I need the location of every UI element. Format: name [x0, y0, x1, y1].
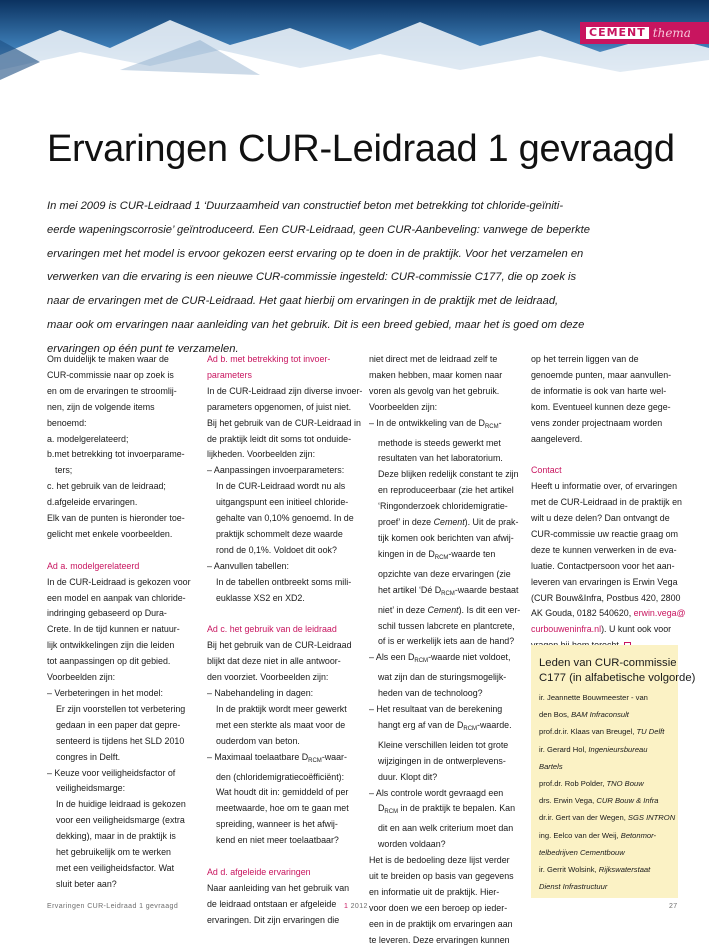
- text-fragment: -: [498, 417, 502, 428]
- member-org: BAM Infraconsult: [571, 710, 629, 720]
- intro-line: naar de ervaringen met de CUR-Leidraad. Het gaat hierbij om ervaringen in de praktijk met de leidraad,: [47, 295, 559, 308]
- subscript: RCM: [441, 590, 455, 597]
- text-fragment: – Maximaal toelaatbare D: [207, 751, 309, 762]
- intro-line: verwerken van die ervaring is een nieuwe CUR-commissie ingesteld: CUR-commissie C177, die op zoek is: [47, 271, 577, 284]
- text-line: te leveren. Deze ervaringen kunnen: [369, 934, 510, 945]
- text-line: congres in Delft.: [56, 751, 121, 762]
- section-label: thema: [652, 26, 691, 40]
- member-org: Bartels: [539, 761, 563, 771]
- text-line: [369, 801, 519, 821]
- text-line: aangeleverd.: [531, 433, 583, 444]
- header-photo: [0, 0, 709, 92]
- text-line: lijk ontwikkelingen zijn die leiden: [47, 640, 175, 651]
- cement-logo: CEMENT: [586, 27, 649, 39]
- committee-members-box: [531, 645, 696, 898]
- text-line: met een sterkte als maat voor de: [216, 719, 346, 730]
- member-line: [539, 775, 671, 792]
- footer-issue: [344, 903, 368, 910]
- text-line: nen, zijn de volgende items: [47, 401, 155, 412]
- member-line: [539, 706, 671, 723]
- text-line: Het is de bedoeling deze lijst verder: [369, 855, 510, 866]
- text-line: Elk van de punten is hieronder toe-: [47, 513, 185, 524]
- text-line: senteerd is tijdens het SLD 2010: [56, 735, 185, 746]
- text-line: CUR-commissie uw reactie graag om: [531, 528, 678, 539]
- footer-article-title: Ervaringen CUR-Leidraad 1 gevraagd: [47, 903, 179, 910]
- text-line: en informatie uit de praktijk. Hier-: [369, 887, 500, 897]
- list-item: [207, 750, 357, 770]
- text-line: een in de praktijk om ervaringen aan: [369, 918, 513, 929]
- text-line: kom. Eventueel kunnen deze gege-: [531, 401, 671, 412]
- text-line: spreiding, wanneer is het afwij-: [216, 819, 338, 830]
- text-line: tot aanpassingen op dit gebied.: [47, 656, 171, 667]
- text-line: meetwaarde, hoe om te gaan met: [216, 803, 349, 814]
- box-title-line: Leden van CUR-commissie: [539, 657, 677, 669]
- text-line: In de CUR-Leidraad zijn diverse invoer-: [207, 385, 363, 396]
- member-line: [539, 723, 671, 740]
- text-line: ouderdom van beton.: [216, 735, 300, 746]
- list-item: [369, 650, 519, 670]
- text-line: met een veiligheidsfactor. Wat: [56, 862, 175, 873]
- member-name: ir. Jeannette Bouwmeester - van: [539, 693, 648, 702]
- text-line: lijkheden. Voorbeelden zijn:: [207, 449, 316, 460]
- text-line: In de huidige leidraad is gekozen: [56, 799, 186, 810]
- list-item: d.afgeleide ervaringen.: [47, 497, 138, 508]
- member-line: [539, 741, 671, 758]
- text-line: veiligheidsmarge:: [56, 783, 126, 794]
- member-name: ir. Gerrit Wolsink,: [539, 865, 599, 875]
- text-line: met de CUR-Leidraad in de praktijk en: [531, 497, 682, 508]
- text-line: indringing gebaseerd op Dura-: [47, 608, 167, 619]
- issue-number: 1: [344, 903, 349, 910]
- member-org: TNO Bouw: [606, 779, 644, 789]
- list-item: – Aanvullen tabellen:: [207, 560, 289, 571]
- intro-line: In mei 2009 is CUR-Leidraad 1 ‘Duurzaamheid van constructief beton met betrekking tot chloride-geïniti-: [47, 200, 564, 212]
- magazine-name: Cement: [433, 517, 465, 528]
- members-list: [539, 689, 676, 895]
- member-name: prof.dr.ir. Klaas van Breugel,: [539, 727, 637, 737]
- text-line: genoemde punten, maar aanvullen-: [531, 369, 672, 380]
- text-line: [369, 603, 519, 619]
- text-fragment: AK Gouda, 0182 540620,: [531, 608, 634, 619]
- member-org: SGS INTRON: [627, 813, 676, 823]
- text-line: In de CUR-Leidraad is gekozen voor: [47, 576, 191, 587]
- subscript: RCM: [384, 809, 399, 816]
- section-heading-contact: Contact: [531, 465, 562, 476]
- text-fragment: -waarde ten: [448, 548, 496, 559]
- text-line: Wat houdt dit in: gemiddeld of per: [216, 787, 349, 798]
- text-line: wilt u deze delen? Dan ontvangt de: [531, 513, 670, 524]
- list-item: b.met betrekking tot invoerparame-: [47, 449, 185, 460]
- text-line: Naar aanleiding van het gebruik van: [207, 882, 350, 893]
- text-line: of is er werkelijk iets aan de hand?: [378, 636, 515, 647]
- article-intro: [47, 195, 672, 362]
- member-line: [539, 809, 676, 826]
- text-fragment: proef’ in deze: [378, 517, 434, 528]
- member-name: dr.ir. Gert van der Wegen,: [539, 813, 628, 823]
- section-heading-a: Ad a. modelgerelateerd: [47, 560, 140, 571]
- text-line: voor een veiligheidsmarge (extra: [56, 815, 185, 826]
- text-line: parameters opgenomen, of juist niet.: [207, 401, 352, 412]
- text-line: uitgangspunt een initieel chloride-: [216, 497, 349, 508]
- text-fragment: hangt erg af van de D: [378, 719, 464, 730]
- box-title-line: C177 (in alfabetische volgorde): [539, 672, 696, 684]
- member-line: [539, 844, 671, 861]
- text-line: Deze blijken redelijk constant te zijn: [378, 469, 519, 480]
- text-line: den (chloridemigratiecoëfficiënt):: [216, 771, 345, 782]
- text-fragment: kingen in de D: [378, 548, 435, 559]
- member-org: telbedrijven Cementbouw: [539, 847, 625, 857]
- text-fragment: -waarde.: [477, 719, 512, 730]
- text-line: dit en aan welk criterium moet dan: [378, 823, 514, 834]
- text-line: gelicht met enkele voorbeelden.: [47, 528, 173, 539]
- text-line: het gebruikelijk om te werken: [56, 847, 171, 858]
- section-heading-c: Ad c. het gebruik van de leidraad: [207, 624, 337, 635]
- text-line: een model en aanpak van chloride-: [47, 592, 186, 603]
- text-line: Om duidelijk te maken waar de: [47, 354, 169, 364]
- text-line: schil tussen labcrete en plantcrete,: [378, 620, 515, 631]
- text-fragment: ). Is dit een ver-: [458, 604, 521, 615]
- text-fragment: ). U kunt ook voor: [601, 624, 672, 635]
- text-line: Voorbeelden zijn:: [369, 401, 438, 412]
- body-column-3: [369, 352, 519, 949]
- text-line: tijk komen ook berichten van afwij-: [378, 532, 514, 543]
- text-line: niet direct met de leidraad zelf te: [369, 354, 498, 364]
- member-name: den Bos,: [539, 710, 572, 720]
- text-line: CUR-commissie naar op zoek is: [47, 369, 174, 380]
- text-line: gedaan in een paper dat gepre-: [56, 719, 181, 730]
- list-item: ters;: [55, 465, 73, 476]
- text-line: praktijk schommelt deze waarde: [216, 528, 343, 539]
- member-name: ir. Gerard Hol,: [539, 744, 589, 754]
- text-fragment: D: [378, 803, 385, 814]
- member-org: Betonmor-: [620, 830, 657, 840]
- text-line: duur. Klopt dit?: [378, 771, 438, 782]
- text-fragment: ). Uit de prak-: [464, 517, 519, 528]
- text-line: deze te kunnen verwerken in de eva-: [531, 544, 677, 555]
- text-line: op het terrein liggen van de: [531, 354, 639, 364]
- text-line: Bij het gebruik van de CUR-Leidraad in: [207, 417, 361, 428]
- text-line: benoemd:: [47, 417, 87, 428]
- text-line: voor doen we een beroep op ieder-: [369, 902, 508, 913]
- text-line: Heeft u informatie over, of ervaringen: [531, 481, 678, 492]
- list-item: – Verbeteringen in het model:: [47, 688, 163, 699]
- text-line: en reproduceerbaar (zie het artikel: [378, 485, 514, 496]
- member-name: prof.dr. Rob Polder,: [539, 779, 607, 789]
- text-line: [531, 622, 681, 638]
- issue-year: 2012: [348, 903, 368, 910]
- member-org: TU Delft: [636, 727, 665, 737]
- text-line: de leidraad ontstaan er afgeleide: [207, 898, 337, 909]
- text-line: (CUR Bouw&Infra, Postbus 420, 2800: [531, 592, 681, 603]
- body-column-1: [47, 352, 197, 893]
- text-line: sluit beter aan?: [56, 878, 117, 889]
- intro-line: eerde wapeningscorrosie’ geïntroduceerd. Een CUR-Leidraad, geen CUR-Aanbeveling: vanwege de beperkte: [47, 223, 590, 236]
- intro-line: ervaringen op één punt te verzamelen.: [47, 342, 239, 355]
- text-fragment: -waarde niet voldoet,: [428, 652, 511, 663]
- section-heading-d: Ad d. afgeleide ervaringen: [207, 866, 311, 877]
- text-line: worden voldaan?: [378, 839, 446, 850]
- member-org: Dienst Infrastructuur: [539, 882, 608, 892]
- text-line: Crete. In de tijd kunnen er natuur-: [47, 624, 180, 635]
- text-line: de praktijk leidt dit soms tot onduide-: [207, 433, 352, 444]
- text-fragment: niet’ in deze: [378, 604, 428, 615]
- list-item: – Het resultaat van de berekening: [369, 704, 503, 715]
- member-org: Rijkswaterstaat: [598, 865, 651, 875]
- text-line: euklasse XS2 en XD2.: [216, 592, 305, 603]
- list-item: – Aanpassingen invoerparameters:: [207, 465, 345, 476]
- text-fragment: -waarde bestaat: [454, 584, 519, 595]
- text-line: [369, 547, 519, 567]
- email-link[interactable]: erwin.vega@: [633, 608, 686, 619]
- subscript: RCM: [463, 725, 478, 732]
- list-item: – Nabehandeling in dagen:: [207, 688, 314, 699]
- subscript: RCM: [308, 757, 322, 764]
- body-column-4: [531, 352, 686, 654]
- member-name: ing. Eelco van der Weij,: [539, 830, 621, 840]
- intro-line: ervaringen met het model is ervoor gekozen eerst ervaring op te doen in de praktijk. Voor het verzamelen en: [47, 247, 584, 260]
- text-fragment: het artikel ‘Dé D: [378, 584, 442, 595]
- text-line: rond de 0,1%. Voldoet dit ook?: [216, 544, 337, 555]
- text-line: [369, 583, 519, 603]
- text-line: Bij het gebruik van de CUR-Leidraad: [207, 640, 352, 651]
- text-line: opzichte van deze ervaringen (zie: [378, 568, 511, 579]
- text-line: leveren van ervaringen is Erwin Vega: [531, 576, 678, 587]
- text-line: uit te breiden op basis van gegevens: [369, 871, 514, 882]
- text-line: resultaten van het laboratorium.: [378, 453, 503, 464]
- list-item: a. modelgerelateerd;: [47, 433, 129, 444]
- text-fragment: in de praktijk te bepalen. Kan: [398, 803, 516, 814]
- text-line: blijkt dat deze niet in alle antwoor-: [207, 656, 341, 667]
- section-heading-b: parameters: [207, 369, 252, 380]
- subscript: RCM: [414, 658, 429, 665]
- brand-badge: [580, 22, 709, 44]
- subscript: RCM: [484, 423, 499, 430]
- subscript: RCM: [434, 554, 449, 561]
- list-item: – Als controle wordt gevraagd een: [369, 787, 504, 798]
- text-line: wat zijn dan de sturingsmogelijk-: [378, 672, 507, 683]
- article-title: Ervaringen CUR-Leidraad 1 gevraagd: [47, 128, 675, 170]
- text-line: kend en niet meer toelaatbaar?: [216, 835, 339, 846]
- text-line: [531, 606, 686, 622]
- member-line: [539, 689, 671, 706]
- list-item: – Keuze voor veiligheidsfactor of: [47, 767, 176, 778]
- list-item: [369, 416, 519, 436]
- text-line: vens zonder projectnaam worden: [531, 417, 663, 428]
- page-footer: [0, 903, 709, 917]
- text-line: en om de ervaringen te stroomlij-: [47, 385, 177, 396]
- text-line: [369, 515, 519, 531]
- text-fragment: -waar-: [321, 751, 347, 762]
- mountain-landscape-image: [0, 0, 709, 92]
- member-line: [539, 861, 671, 878]
- text-line: Voorbeelden zijn:: [47, 672, 116, 683]
- text-line: methode is steeds gewerkt met: [378, 437, 501, 448]
- magazine-name: Cement: [427, 604, 459, 615]
- text-line: In de tabellen ontbreekt soms mili-: [216, 576, 352, 587]
- text-line: ‘Ringonderzoek chloridemigratie-: [378, 501, 508, 512]
- text-line: gehalte van 0,10% genoemd. In de: [216, 513, 354, 524]
- text-line: de informatie is ook van harte wel-: [531, 385, 667, 396]
- text-line: luatie. Contactpersoon voor het aan-: [531, 560, 675, 571]
- text-line: In de CUR-Leidraad wordt nu als: [216, 481, 346, 492]
- intro-line: maar ook om ervaringen naar aanleiding van het gebruik. Dit is een breed gebied, maar het is goed om deze: [47, 318, 585, 331]
- text-line: den voorziet. Voorbeelden zijn:: [207, 672, 329, 683]
- member-name: drs. Erwin Vega,: [539, 796, 597, 806]
- member-org: CUR Bouw & Infra: [596, 796, 659, 806]
- text-fragment: – In de ontwikkeling van de D: [369, 417, 485, 428]
- text-line: wijzigingen in de ontwerplevens-: [378, 755, 506, 766]
- text-line: ervaringen. Dit zijn ervaringen die: [207, 914, 340, 925]
- page-number: 27: [669, 903, 678, 910]
- member-line: [539, 792, 671, 809]
- box-title: [539, 656, 696, 686]
- text-line: voren als gevolg van het gebruik.: [369, 385, 500, 396]
- text-fragment: – Als een D: [369, 652, 415, 663]
- member-line: [539, 758, 671, 775]
- text-line: Kleine verschillen leiden tot grote: [378, 739, 509, 750]
- text-line: In de praktijk wordt meer gewerkt: [216, 703, 347, 714]
- member-line: [539, 827, 671, 844]
- text-line: Er zijn voorstellen tot verbetering: [56, 703, 186, 714]
- text-line: dekking), maar in de praktijk is: [56, 831, 176, 842]
- text-line: heden van de technoloog?: [378, 688, 483, 699]
- text-line: [369, 718, 519, 738]
- list-item: c. het gebruik van de leidraad;: [47, 481, 166, 492]
- section-heading-b: Ad b. met betrekking tot invoer-: [207, 354, 331, 364]
- member-line: [539, 878, 671, 895]
- text-line: maken hebben, maar komen naar: [369, 369, 503, 380]
- member-org: Ingenieursbureau: [588, 744, 648, 754]
- email-link[interactable]: curbouweninfra.nl: [531, 624, 602, 635]
